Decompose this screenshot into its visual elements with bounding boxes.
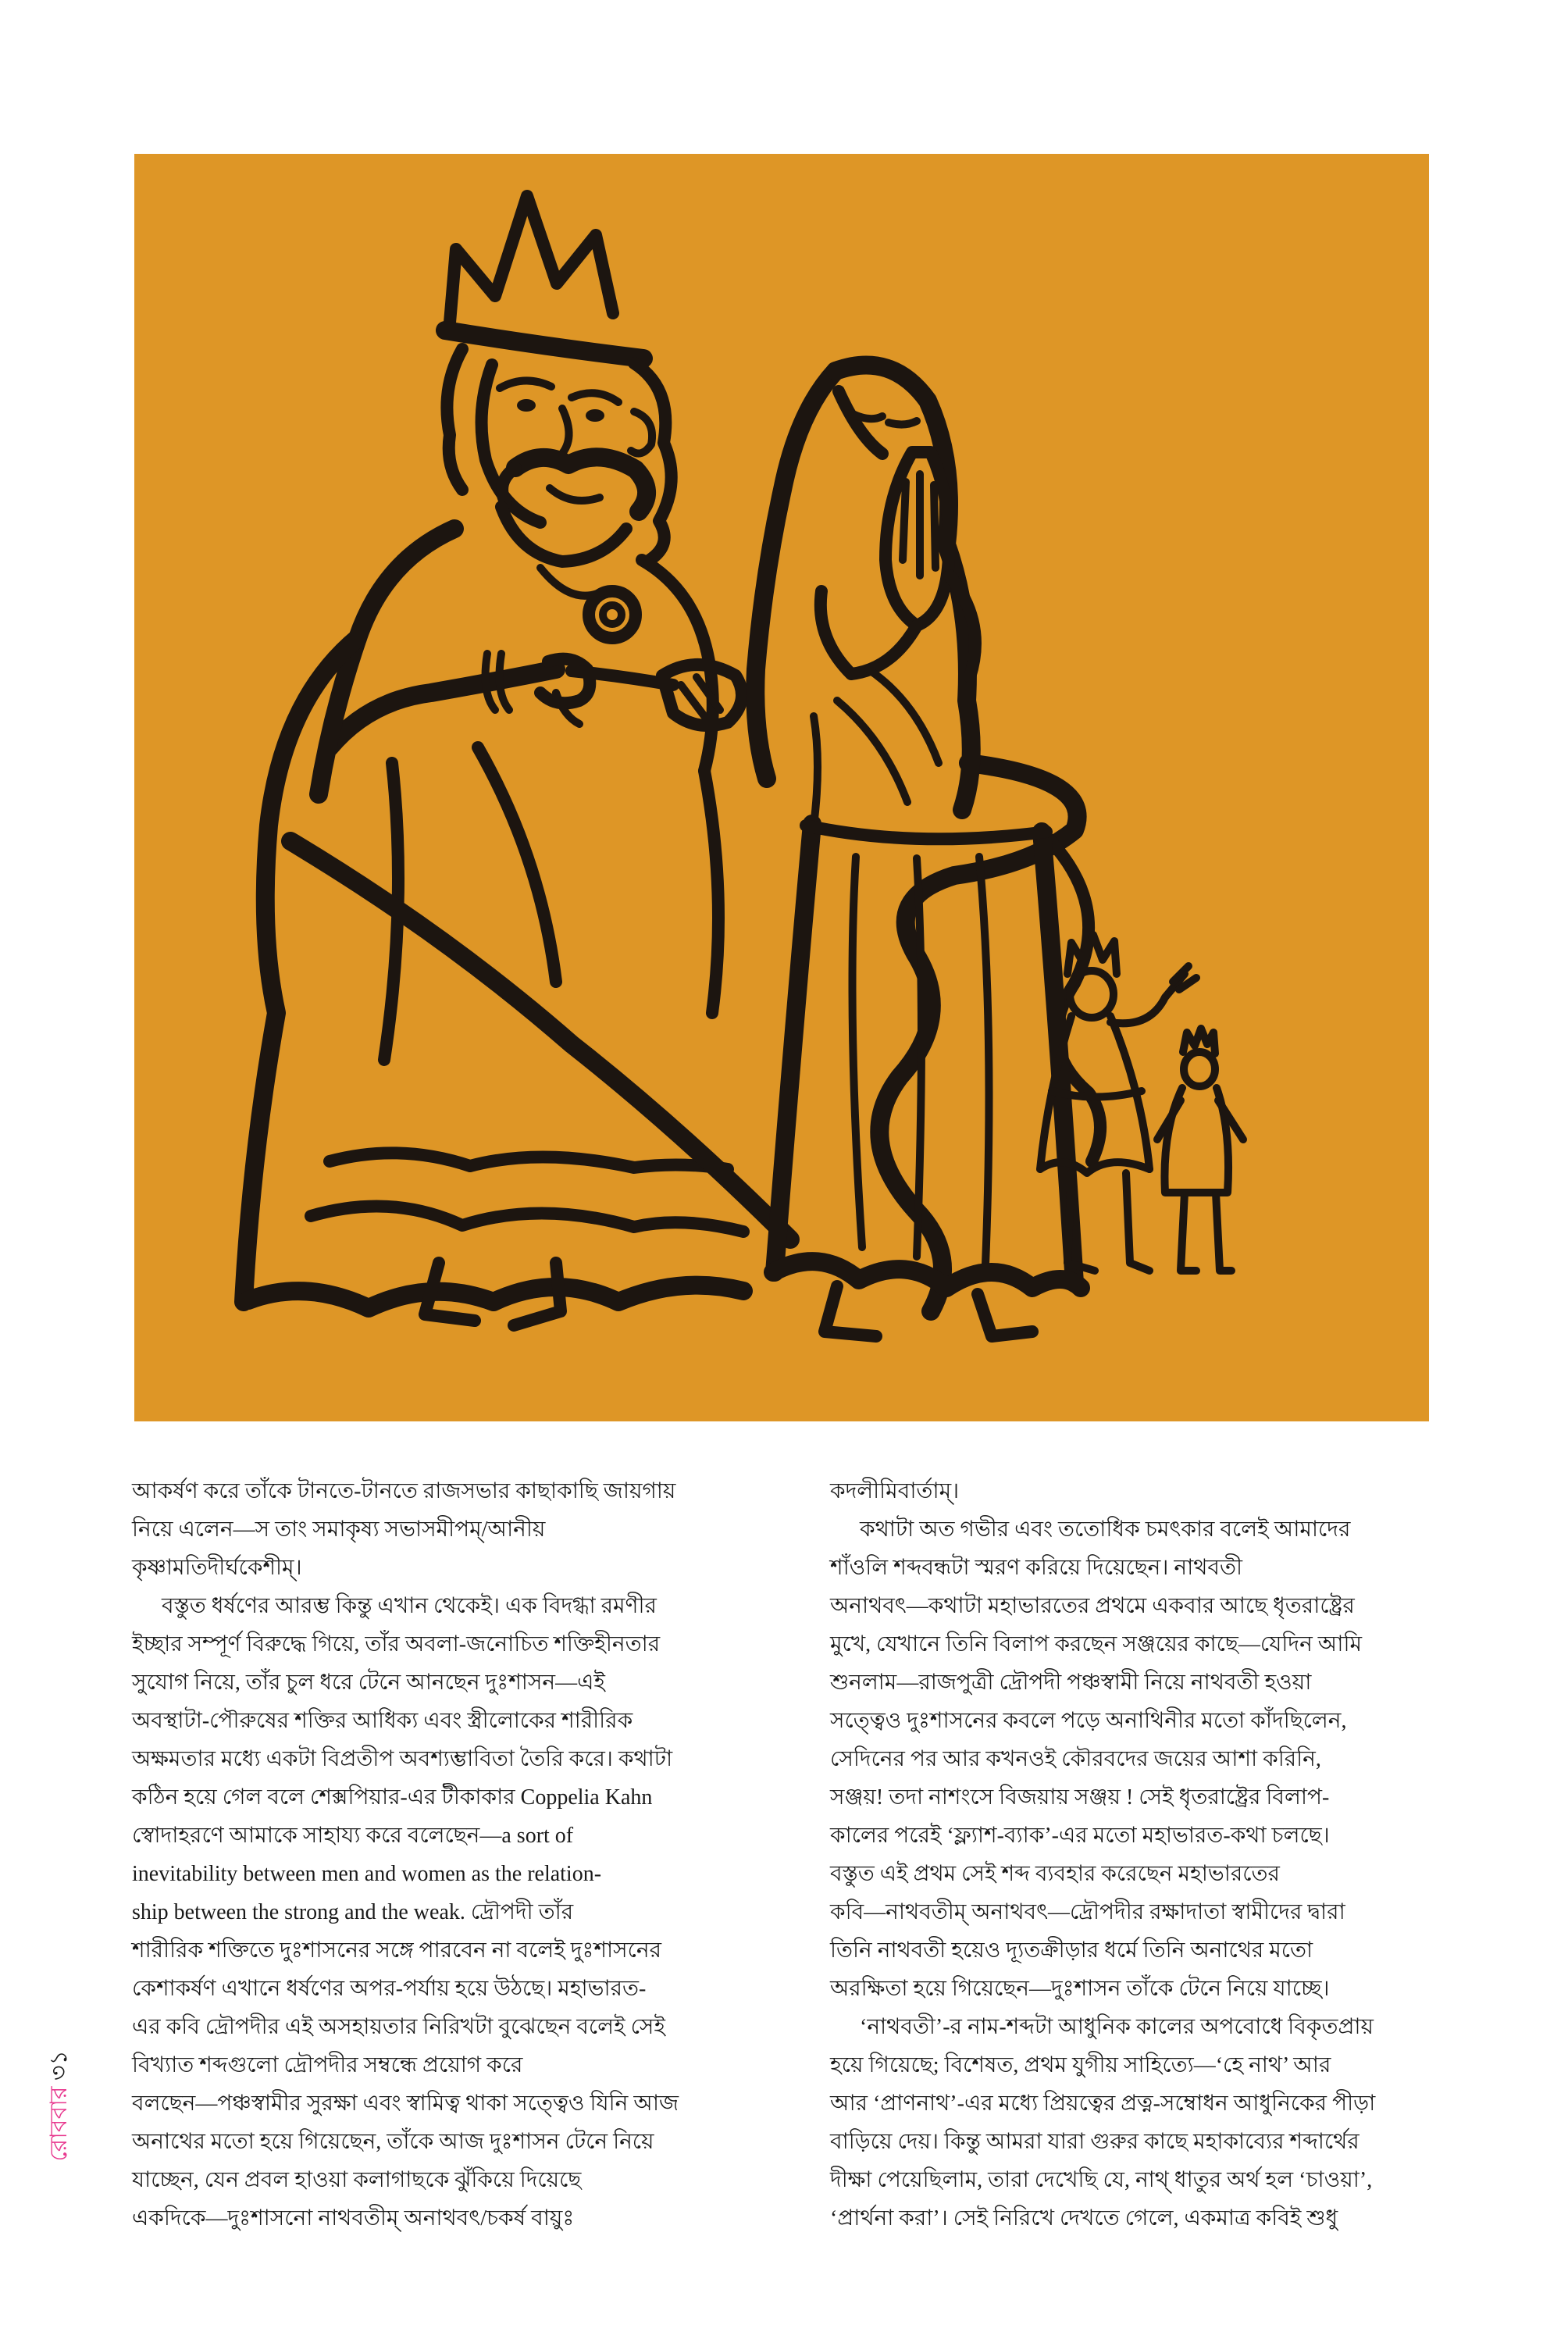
text-line: অবস্থাটা-পৌরুষের শক্তির আধিক্য এবং স্ত্রীলোকের শারীরিক [132,1709,633,1733]
paragraph [830,2008,1421,2238]
text-line: বাড়িয়ে দেয়। কিন্তু আমরা যারা গুরুর কাছে মহাকাব্যের শব্দার্থের [830,2130,1360,2154]
text-line: একদিকে—দুঃশাসনো নাথবতীম্ অনাথবৎ/চকর্ষ বায়ুঃ [132,2206,575,2231]
text-line: নিয়ে এলেন—স তাং সমাকৃষ্য সভাসমীপম্/আনীয় [132,1517,546,1542]
paragraph [132,1472,763,1587]
text-line: সেদিনের পর আর কখনওই কৌরবদের জয়ের আশা করিনি, [830,1747,1321,1771]
text-line: কথাটা অত গভীর এবং ততোধিক চমৎকার বলেই আমাদের [860,1517,1351,1542]
text-line: দীক্ষা পেয়েছিলাম, তারা দেখেছি যে, নাথ্ ধাতুর অর্থ হল ‘চাওয়া’, [830,2168,1373,2192]
text-line: ship between the strong and the weak. দ্রৌপদী তাঁর [132,1900,574,1924]
text-line: এর কবি দ্রৌপদীর এই অসহায়তার নিরিখটা বুঝেছেন বলেই সেই [132,2015,665,2039]
text-line: হয়ে গিয়েছে; বিশেষত, প্রথম যুগীয় সাহিত্যে—‘হে নাথ’ আর [830,2053,1331,2077]
text-line: বস্তুত ধর্ষণের আরম্ভ কিন্তু এখান থেকেই। এক বিদগ্ধা রমণীর [162,1594,657,1618]
folio [44,2050,75,2161]
text-line: ‘প্রার্থনা করা’। সেই নিরিখে দেখতে গেলে, একমাত্র কবিই শুধু [830,2206,1338,2231]
text-line: কেশাকর্ষণ এখানে ধর্ষণের অপর-পর্যায় হয়ে উঠছে। মহাভারত- [132,1977,647,2001]
text-line: সুযোগ নিয়ে, তাঁর চুল ধরে টেনে আনছেন দুঃশাসন—এই [132,1671,605,1695]
text-line: সঞ্জয়! তদা নাশংসে বিজয়ায় সঞ্জয় ! সেই ধৃতরাষ্ট্রের বিলাপ- [830,1785,1330,1810]
magazine-name: রোববার [46,2086,72,2162]
text-line: স্বোদাহরণে আমাকে সাহায্য করে বলেছেন—a sort of [132,1824,574,1848]
paragraph [830,1510,1421,2008]
paragraph [132,1587,763,2238]
text-line: বস্তুত এই প্রথম সেই শব্দ ব্যবহার করেছেন মহাভারতের [830,1862,1280,1886]
text-line: আর ‘প্রাণনাথ’-এর মধ্যে প্রিয়ত্বের প্রত্ন-সম্বোধন আধুনিকের পীড়া [830,2091,1376,2116]
text-line: ‘নাথবতী’-র নাম-শব্দটা আধুনিক কালের অপবোধে বিকৃতপ্রায় [860,2015,1374,2039]
text-line: কবি—নাথবতীম্ অনাথবৎ—দ্রৌপদীর রক্ষাদাতা স্বামীদের দ্বারা [830,1900,1345,1924]
page-number: ৩১ [46,2050,72,2081]
text-line: কৃষ্ণামতিদীর্ঘকেশীম্। [132,1556,302,1580]
text-line: অনাথের মতো হয়ে গিয়েছেন, তাঁকে আজ দুঃশাসন টেনে নিয়ে [132,2130,654,2154]
text-line: আকর্ষণ করে তাঁকে টানতে-টানতে রাজসভার কাছাকাছি জায়গায় [132,1479,676,1503]
paragraph [830,1472,1421,1510]
text-line: বিখ্যাত শব্দগুলো দ্রৌপদীর সম্বন্ধে প্রয়োগ করে [132,2053,523,2077]
text-line: যাচ্ছেন, যেন প্রবল হাওয়া কলাগাছকে ঝুঁকিয়ে দিয়েছে [132,2168,582,2192]
right-text-column [830,1472,1421,2238]
text-line: কালের পরেই ‘ফ্ল্যাশ-ব্যাক’-এর মতো মহাভারত-কথা চলছে। [830,1824,1330,1848]
text-line: বলছেন—পঞ্চস্বামীর সুরক্ষা এবং স্বামিত্ব থাকা সত্ত্বেও যিনি আজ [132,2091,679,2116]
text-line: তিনি নাথবতী হয়েও দ্যূতক্রীড়ার ধর্মে তিনি অনাথের মতো [830,1938,1313,1963]
text-line: শারীরিক শক্তিতে দুঃশাসনের সঙ্গে পারবেন না বলেই দুঃশাসনের [132,1938,661,1963]
illustration [134,154,1429,1421]
text-line: inevitability between men and women as the relation- [132,1862,602,1886]
text-line: কঠিন হয়ে গেল বলে শেক্সপিয়ার-এর টীকাকার Coppelia Kahn [132,1785,653,1810]
text-line: সত্ত্বেও দুঃশাসনের কবলে পড়ে অনাথিনীর মতো কাঁদছিলেন, [830,1709,1347,1733]
text-line: অনাথবৎ—কথাটা মহাভারতের প্রথমে একবার আছে ধৃতরাষ্ট্রের [830,1594,1355,1618]
text-line: ইচ্ছার সম্পূর্ণ বিরুদ্ধে গিয়ে, তাঁর অবলা-জনোচিত শক্তিহীনতার [132,1632,661,1656]
text-line: অক্ষমতার মধ্যে একটা বিপ্রতীপ অবশ্যম্ভাবিতা তৈরি করে। কথাটা [132,1747,673,1771]
left-text-column [132,1472,763,2238]
text-line: শুনলাম—রাজপুত্রী দ্রৌপদী পঞ্চস্বামী নিয়ে নাথবতী হওয়া [830,1671,1312,1695]
text-line: মুখে, যেখানে তিনি বিলাপ করছেন সঞ্জয়ের কাছে—যেদিন আমি [830,1632,1363,1656]
text-line: অরক্ষিতা হয়ে গিয়েছেন—দুঃশাসন তাঁকে টেনে নিয়ে যাচ্ছে। [830,1977,1330,2001]
text-line: কদলীমিবার্তাম্। [830,1479,960,1503]
text-line: শাঁওলি শব্দবন্ধটা স্মরণ করিয়ে দিয়েছেন। নাথবতী [830,1556,1242,1580]
